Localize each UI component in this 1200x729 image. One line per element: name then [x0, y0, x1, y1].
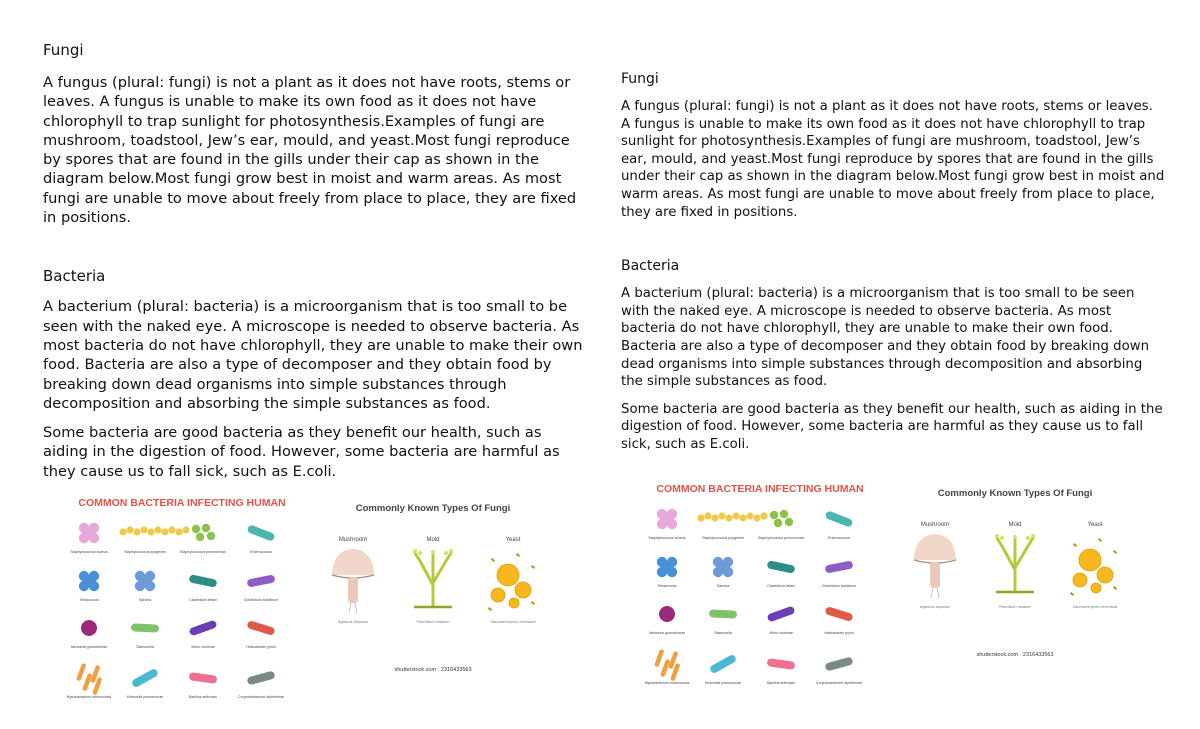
- bacterium-label: Salmonella: [136, 645, 154, 649]
- bacterium-label: Vibrio cholerae: [769, 631, 793, 635]
- left-page: [43, 40, 583, 481]
- bacterium-label: Enterococcus: [828, 536, 850, 540]
- bacteria-paragraph-1: A bacterium (plural: bacteria) is a microorganism that is too small to be seen with the naked eye. A microscope is needed to observe bacteria. As most bacteria do not have chlorophyll, they are unable to make their own food. Bacteria are also a type of decomposer and they obtain food by breaking down dead organisms into simple substances through decomposition and absorbing the simple substances as food.: [43, 298, 583, 412]
- fungi-paragraph: A fungus (plural: fungi) is not a plant as it does not have roots, stems or leaves. A fungus is unable to make its own food as it does not have chlorophyll to trap sunlight for photosynthesis.Examples of fungi are mushroom, toadstool, Jew’s ear, mould, and yeast.Most fungi reproduce by spores that are found in the gills under their cap as shown in the diagram below.Most fungi grow best in moist and warm areas. As most fungi are unable to move about freely from place to place, they are fixed in positions.: [43, 74, 577, 227]
- bacterium-label: Neisseria gonorrhoeae: [70, 645, 108, 649]
- bacterium-label: Mycobacterium tuberculosis: [66, 695, 112, 699]
- fungi-column-label: Mushroom: [920, 522, 950, 528]
- right-page: [621, 70, 1166, 454]
- fungi-species-label: Agaricus bisporus: [919, 605, 951, 609]
- fungi-column-label: Yeast: [1087, 522, 1103, 528]
- bacterium-icon: [713, 557, 733, 577]
- bacterium-icon: [192, 524, 215, 541]
- bacterium-icon: [188, 574, 217, 588]
- image-credit: shutterstock.com · 2316433563: [976, 652, 1054, 658]
- bacterium-label: Staphylococcus aureus: [70, 550, 108, 554]
- bacterium-icon: [709, 654, 737, 675]
- bacterium-icon: [766, 605, 795, 622]
- fungi-illustration: [318, 495, 548, 677]
- bacterium-label: Staphylococcus pyogenes: [702, 536, 744, 540]
- fungi-paragraph: A fungus (plural: fungi) is not a plant as it does not have roots, stems or leaves. A fungus is unable to make its own food as it does not have chlorophyll to trap sunlight for photosynthesis.Examples of fungi are mushroom, toadstool, Jew’s ear, mould, and yeast.Most fungi reproduce by spores that are found in the gills under their cap as shown in the diagram below.Most fungi grow best in moist and warm areas. As most fungi are unable to move about freely from place to place, they are fixed in positions.: [621, 99, 1165, 220]
- fungi-species-label: Agaricus bisporus: [337, 620, 369, 624]
- bacterium-label: Klebsiella pneumoniae: [704, 681, 742, 685]
- bacterium-icon: [766, 560, 795, 574]
- fungi-column-label: Mushroom: [338, 537, 368, 543]
- fungi-column-label: Mold: [1008, 522, 1022, 528]
- bacterium-label: Staphylococcus aureus: [648, 536, 686, 540]
- bacteria-illustration: [640, 474, 880, 702]
- fungi-illustration: [900, 480, 1130, 662]
- bacteria-heading: Bacteria: [43, 267, 106, 286]
- bacteria-heading: Bacteria: [621, 258, 680, 275]
- mushroom-icon: [914, 534, 956, 598]
- bacterium-label: Clostridium tetani: [189, 598, 217, 602]
- bacterium-icon: [824, 560, 853, 573]
- bacterium-label: Sarcina: [716, 584, 730, 588]
- bacterium-icon: [657, 509, 677, 529]
- bacterium-icon: [659, 606, 675, 622]
- bacterium-icon: [654, 649, 680, 681]
- bacterium-icon: [246, 620, 275, 636]
- bacterium-label: Tetracoccus: [657, 584, 677, 588]
- bacterium-icon: [767, 658, 796, 670]
- fungi-species-label: Penicillium notatum: [998, 605, 1032, 609]
- yeast-icon: [488, 553, 535, 611]
- bacterium-icon: [246, 671, 275, 686]
- bacterium-icon: [76, 663, 102, 695]
- bacterium-icon: [135, 571, 155, 591]
- bacterium-icon: [709, 609, 737, 618]
- mushroom-icon: [332, 549, 374, 613]
- bacteria-figure-title: COMMON BACTERIA INFECTING HUMAN: [78, 497, 286, 509]
- bacteria-illustration: [62, 488, 302, 716]
- bacterium-label: Klebsiella pneumoniae: [126, 695, 164, 699]
- bacterium-icon: [188, 619, 217, 636]
- bacterium-icon: [81, 620, 97, 636]
- bacterium-label: Clostridium botulinum: [243, 598, 279, 602]
- bacterium-label: Clostridium tetani: [767, 584, 795, 588]
- yeast-icon: [1070, 538, 1117, 596]
- bacterium-icon: [131, 668, 159, 689]
- bacterium-label: Corynebacterium diphtheriae: [237, 695, 285, 699]
- fungi-heading: Fungi: [43, 41, 84, 59]
- bacterium-icon: [824, 657, 853, 672]
- bacterium-label: Staphylococcus pyogenes: [124, 550, 166, 554]
- bacterium-label: Enterococcus: [250, 550, 272, 554]
- bacteria-figure-title: COMMON BACTERIA INFECTING HUMAN: [656, 483, 864, 495]
- bacterium-label: Mycobacterium tuberculosis: [644, 681, 690, 685]
- bacterium-label: Clostridium botulinum: [821, 584, 857, 588]
- bacterium-icon: [131, 623, 159, 632]
- mold-icon: [995, 534, 1035, 592]
- bacterium-icon: [79, 523, 99, 543]
- bacterium-icon: [119, 526, 189, 535]
- bacterium-label: Helicobacter pylori: [246, 645, 276, 649]
- bacterium-icon: [246, 524, 275, 542]
- bacterium-label: Sarcina: [138, 598, 152, 602]
- fungi-figure-title: Commonly Known Types Of Fungi: [937, 488, 1093, 499]
- mold-icon: [413, 549, 453, 607]
- fungi-column-label: Mold: [426, 537, 440, 543]
- fungi-figure-title: Commonly Known Types Of Fungi: [355, 503, 511, 514]
- fungi-species-label: Penicillium notatum: [416, 620, 450, 624]
- bacterium-label: Staphylococcus pneumoniae: [758, 536, 804, 540]
- image-credit: shutterstock.com · 2316433563: [394, 667, 472, 673]
- fungi-column-label: Yeast: [505, 537, 521, 543]
- bacterium-icon: [824, 510, 853, 528]
- bacterium-label: Neisseria gonorrhoeae: [648, 631, 686, 635]
- bacterium-icon: [697, 512, 767, 521]
- bacterium-label: Corynebacterium diphtheriae: [815, 681, 863, 685]
- bacteria-paragraph-1: A bacterium (plural: bacteria) is a microorganism that is too small to be seen with the naked eye. A microscope is needed to observe bacteria. As most bacteria do not have chlorophyll, they are unable to make their own food. Bacteria are also a type of decomposer and they obtain food by breaking down dead organisms into simple substances through decomposition and absorbing the simple substances as food.: [621, 286, 1150, 390]
- bacterium-label: Bacillus anthracis: [767, 681, 795, 685]
- bacterium-icon: [79, 571, 99, 591]
- bacteria-paragraph-2: Some bacteria are good bacteria as they benefit our health, such as aiding in the digestion of food. However, some bacteria are harmful as they cause us to fall sick, such as E.coli.: [43, 424, 560, 480]
- bacterium-label: Bacillus anthracis: [189, 695, 217, 699]
- bacterium-label: Salmonella: [714, 631, 732, 635]
- bacterium-icon: [824, 606, 853, 622]
- bacterium-icon: [770, 510, 793, 527]
- bacterium-label: Vibrio cholerae: [191, 645, 215, 649]
- bacterium-label: Staphylococcus pneumoniae: [180, 550, 226, 554]
- bacterium-icon: [657, 557, 677, 577]
- bacterium-label: Helicobacter pylori: [824, 631, 854, 635]
- bacterium-label: Tetracoccus: [79, 598, 99, 602]
- fungi-heading: Fungi: [621, 71, 659, 87]
- bacterium-icon: [246, 574, 275, 587]
- bacterium-icon: [189, 672, 218, 684]
- bacteria-paragraph-2: Some bacteria are good bacteria as they benefit our health, such as aiding in the digestion of food. However, some bacteria are harmful as they cause us to fall sick, such as E.coli.: [621, 401, 1163, 452]
- fungi-species-label: Saccharomyces cerevisiae: [490, 620, 536, 624]
- fungi-species-label: Saccharomyces cerevisiae: [1072, 605, 1118, 609]
